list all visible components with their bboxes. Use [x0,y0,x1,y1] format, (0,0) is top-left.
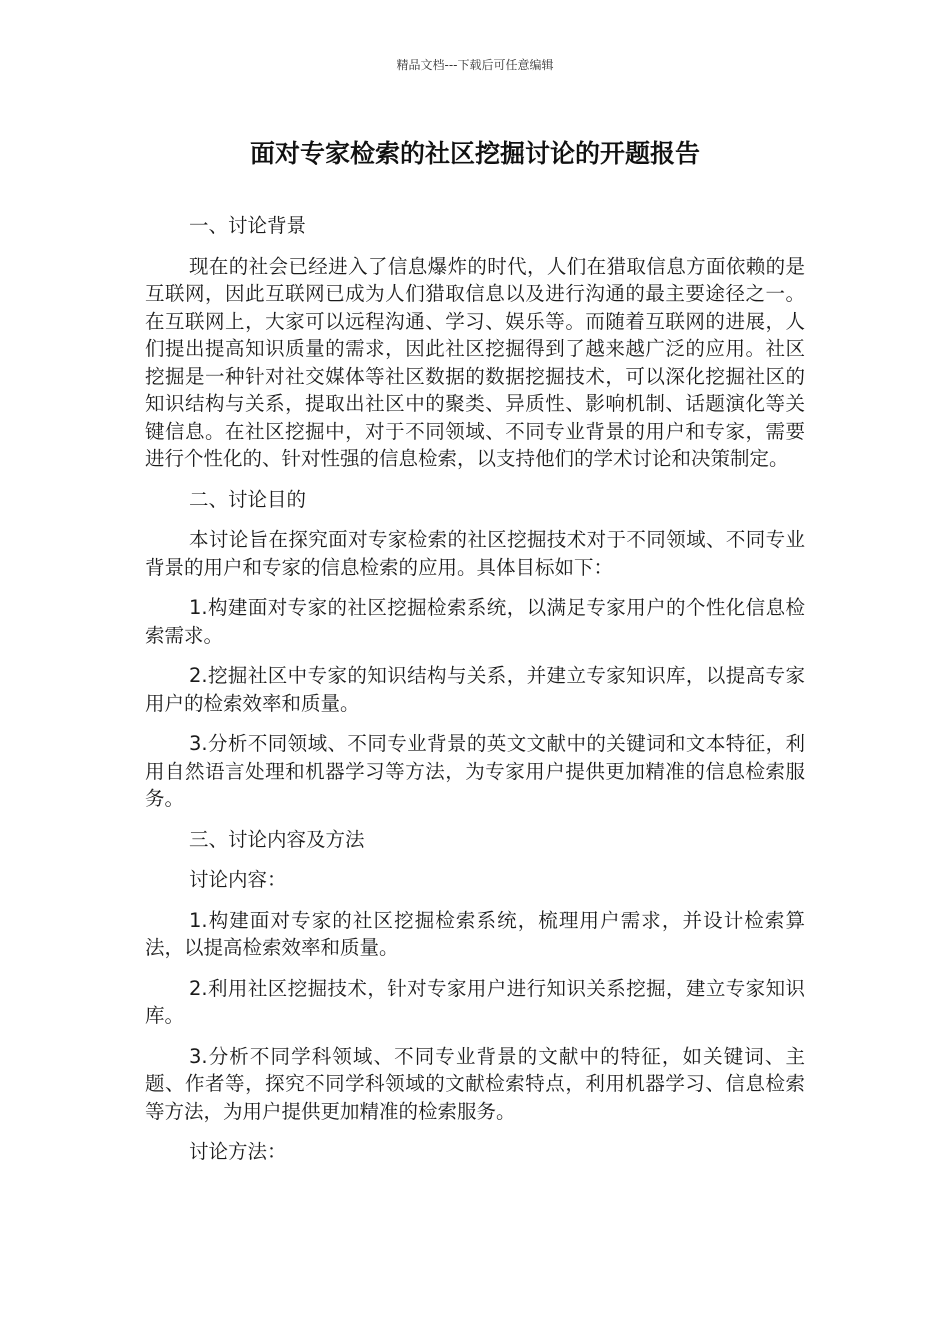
document-title: 面对专家检索的社区挖掘讨论的开题报告 [249,139,700,168]
page-header-watermark: 精品文档---下载后可任意编辑 [396,58,554,72]
list-item-purpose-3: 3.分析不同领域、不同专业背景的英文文献中的关键词和文本特征，利用自然语言处理和机器学习等方法，为专家用户提供更加精准的信息检索服务。 [145,732,805,810]
subheading-content: 讨论内容： [189,868,287,891]
list-item-content-2: 2.利用社区挖掘技术，针对专家用户进行知识关系挖掘，建立专家知识库。 [145,976,805,1027]
section-heading-content-methods: 三、讨论内容及方法 [189,827,365,851]
subheading-methods: 讨论方法： [189,1140,287,1163]
paragraph-background: 现在的社会已经进入了信息爆炸的时代，人们在猎取信息方面依赖的是互联网，因此互联网已成为人们猎取信息以及进行沟通的最主要途径之一。在互联网上，大家可以远程沟通、学习、娱乐等。而随着互联网的进展，人们提出提高知识质量的需求，因此社区挖掘得到了越来越广泛的应用。社区挖掘是一种针对社交媒体等社区数据的数据挖掘技术，可以深化挖掘社区的知识结构与关系，提取出社区中的聚类、异质性、影响机制、话题演化等关键信息。在社区挖掘中，对于不同领域、不同专业背景的用户和专家，需要进行个性化的、针对性强的信息检索，以支持他们的学术讨论和决策制定。 [145,254,805,470]
section-heading-background: 一、讨论背景 [189,214,307,237]
list-item-content-1: 1.构建面对专家的社区挖掘检索系统，梳理用户需求，并设计检索算法，以提高检索效率和质量。 [145,908,805,959]
paragraph-purpose-intro: 本讨论旨在探究面对专家检索的社区挖掘技术对于不同领域、不同专业背景的用户和专家的信息检索的应用。具体目标如下： [145,528,805,579]
list-item-purpose-2: 2.挖掘社区中专家的知识结构与关系，并建立专家知识库，以提高专家用户的检索效率和质量。 [145,664,805,715]
section-heading-purpose: 二、讨论目的 [189,487,307,511]
list-item-content-3: 3.分析不同学科领域、不同专业背景的文献中的特征，如关键词、主题、作者等，探究不同学科领域的文献检索特点，利用机器学习、信息检索等方法，为用户提供更加精准的检索服务。 [145,1044,805,1123]
document-body [145,212,805,1179]
list-item-purpose-1: 1.构建面对专家的社区挖掘检索系统，以满足专家用户的个性化信息检索需求。 [145,596,805,647]
